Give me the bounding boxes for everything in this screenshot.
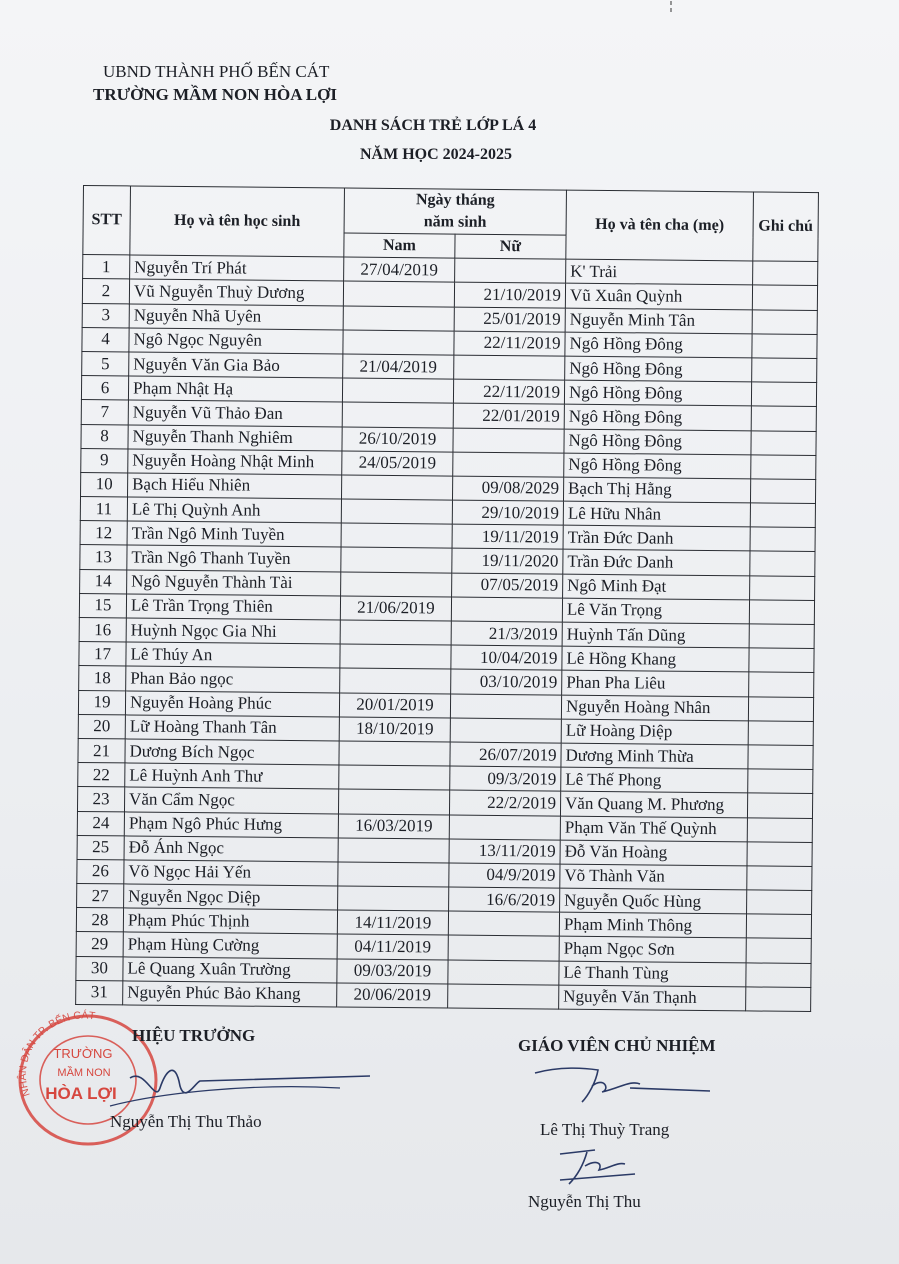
- cell-stt: 2: [82, 279, 129, 304]
- cell-student-name: Lê Quang Xuân Trường: [123, 957, 337, 983]
- cell-stt: 31: [76, 980, 123, 1005]
- cell-stt: 12: [80, 521, 127, 546]
- cell-note: [749, 672, 814, 697]
- cell-student-name: Trần Ngô Thanh Tuyền: [127, 545, 341, 571]
- cell-note: [748, 769, 813, 794]
- cell-parent-name: Phạm Ngọc Sơn: [559, 937, 746, 963]
- cell-dob-female: [453, 428, 564, 453]
- teacher2-signature: [555, 1140, 645, 1190]
- cell-dob-female: 09/08/2029: [452, 476, 563, 501]
- cell-stt: 22: [78, 763, 125, 788]
- cell-student-name: Phạm Phúc Thịnh: [123, 908, 337, 934]
- cell-dob-female: [448, 935, 559, 960]
- cell-dob-male: [338, 886, 449, 911]
- cell-note: [749, 624, 814, 649]
- cell-note: [747, 842, 812, 867]
- cell-dob-male: [338, 789, 449, 814]
- cell-dob-male: 21/06/2019: [340, 596, 451, 621]
- cell-student-name: Nguyễn Nhã Uyên: [129, 304, 343, 330]
- cell-parent-name: K' Trải: [566, 259, 753, 285]
- cell-student-name: Lê Trần Trọng Thiên: [126, 594, 340, 620]
- cell-student-name: Lê Thị Quỳnh Anh: [127, 497, 341, 523]
- cell-dob-male: 09/03/2019: [337, 959, 448, 984]
- cell-stt: 3: [82, 303, 129, 328]
- cell-dob-female: 13/11/2019: [449, 839, 560, 864]
- cell-dob-male: [342, 378, 453, 403]
- cell-stt: 30: [76, 956, 123, 981]
- table-body: [76, 255, 818, 1012]
- cell-note: [752, 358, 817, 383]
- header-stt: STT: [83, 186, 131, 256]
- cell-stt: 9: [81, 448, 128, 473]
- cell-student-name: Nguyễn Ngọc Diệp: [124, 884, 338, 910]
- cell-parent-name: Võ Thành Văn: [560, 864, 747, 890]
- cell-parent-name: Phạm Văn Thế Quỳnh: [560, 816, 747, 842]
- cell-dob-male: [338, 862, 449, 887]
- cell-parent-name: Trần Đức Danh: [563, 525, 750, 551]
- cell-note: [751, 382, 816, 407]
- cell-note: [752, 309, 817, 334]
- cell-dob-male: [338, 838, 449, 863]
- cell-stt: 24: [77, 811, 124, 836]
- cell-parent-name: Lê Thanh Tùng: [559, 961, 746, 987]
- header-female: Nữ: [455, 234, 566, 259]
- header-dob-line2: năm sinh: [423, 213, 487, 231]
- cell-note: [749, 600, 814, 625]
- cell-dob-male: [341, 475, 452, 500]
- cell-dob-male: 04/11/2019: [337, 934, 448, 959]
- cell-dob-male: [340, 644, 451, 669]
- cell-dob-male: 16/03/2019: [338, 813, 449, 838]
- teacher1-name: Lê Thị Thuỳ Trang: [540, 1120, 670, 1139]
- cell-dob-male: [343, 281, 454, 306]
- cell-parent-name: Phan Pha Liêu: [562, 670, 749, 696]
- cell-student-name: Nguyễn Trí Phát: [130, 255, 344, 281]
- cell-parent-name: Lê Hữu Nhân: [563, 501, 750, 527]
- cell-dob-male: [341, 523, 452, 548]
- table-header-row: [83, 186, 818, 238]
- cell-dob-female: 26/07/2019: [450, 742, 561, 767]
- cell-student-name: Phạm Hùng Cường: [123, 932, 337, 958]
- cell-stt: 28: [76, 908, 123, 933]
- cell-dob-female: [453, 452, 564, 477]
- cell-dob-female: [448, 911, 559, 936]
- stamp-line1: TRƯỜNG: [53, 1046, 113, 1061]
- corner-mark: [668, 0, 674, 14]
- teacher2-name: Nguyễn Thị Thu: [528, 1192, 641, 1211]
- cell-student-name: Văn Cẩm Ngọc: [124, 787, 338, 813]
- cell-note: [747, 817, 812, 842]
- cell-dob-female: [450, 694, 561, 719]
- cell-stt: 13: [80, 545, 127, 570]
- cell-note: [752, 285, 817, 310]
- cell-parent-name: Nguyễn Hoàng Nhân: [561, 695, 748, 721]
- cell-dob-male: 14/11/2019: [337, 910, 448, 935]
- teacher1-signature: [530, 1058, 720, 1108]
- cell-dob-male: [342, 402, 453, 427]
- cell-dob-male: 18/10/2019: [339, 717, 450, 742]
- cell-dob-male: 20/01/2019: [339, 693, 450, 718]
- cell-dob-male: [339, 765, 450, 790]
- cell-dob-male: 24/05/2019: [342, 451, 453, 476]
- school-year: NĂM HỌC 2024-2025: [360, 146, 512, 163]
- cell-dob-female: 07/05/2019: [452, 573, 563, 598]
- document-title: DANH SÁCH TRẺ LỚP LÁ 4: [329, 117, 537, 134]
- cell-dob-male: 27/04/2019: [344, 257, 455, 282]
- cell-dob-female: [455, 258, 566, 283]
- cell-parent-name: Vũ Xuân Quỳnh: [565, 284, 752, 310]
- stamp-line3: HÒA LỢI: [45, 1084, 117, 1103]
- cell-dob-female: [450, 718, 561, 743]
- teacher-title: GIÁO VIÊN CHỦ NHIỆM: [518, 1036, 716, 1055]
- stamp-ring-text: NHÂN DÂN TP. BẾN CÁT: [16, 1009, 96, 1098]
- cell-dob-male: [341, 499, 452, 524]
- cell-stt: 19: [78, 690, 125, 715]
- cell-dob-male: 20/06/2019: [337, 983, 448, 1008]
- cell-parent-name: Dương Minh Thừa: [561, 743, 748, 769]
- cell-note: [752, 334, 817, 359]
- cell-dob-female: 25/01/2019: [454, 307, 565, 332]
- authority-name: UBND THÀNH PHỐ BẾN CÁT: [103, 62, 330, 81]
- cell-parent-name: Lữ Hoàng Diệp: [561, 719, 748, 745]
- cell-stt: 16: [79, 617, 126, 642]
- cell-dob-male: [341, 547, 452, 572]
- cell-parent-name: Ngô Hồng Đông: [564, 380, 751, 406]
- cell-note: [749, 648, 814, 673]
- cell-dob-female: 22/11/2019: [454, 331, 565, 356]
- cell-parent-name: Ngô Hồng Đông: [565, 332, 752, 358]
- cell-parent-name: Phạm Minh Thông: [559, 912, 746, 938]
- cell-dob-male: [339, 741, 450, 766]
- cell-parent-name: Huỳnh Tấn Dũng: [562, 622, 749, 648]
- cell-parent-name: Ngô Minh Đạt: [563, 574, 750, 600]
- cell-note: [753, 261, 818, 286]
- cell-dob-female: [449, 815, 560, 840]
- cell-note: [747, 793, 812, 818]
- cell-student-name: Ngô Ngọc Nguyên: [129, 328, 343, 354]
- cell-stt: 23: [77, 787, 124, 812]
- cell-dob-female: [448, 960, 559, 985]
- cell-dob-male: [341, 572, 452, 597]
- cell-dob-male: 26/10/2019: [342, 426, 453, 451]
- header-dob-line1: Ngày tháng: [415, 191, 495, 209]
- cell-note: [751, 455, 816, 480]
- cell-dob-female: 21/3/2019: [451, 621, 562, 646]
- cell-parent-name: Ngô Hồng Đông: [565, 356, 752, 382]
- stamp-line2: MẦM NON: [57, 1067, 111, 1079]
- cell-parent-name: Ngô Hồng Đông: [564, 404, 751, 430]
- cell-student-name: Trần Ngô Minh Tuyền: [127, 521, 341, 547]
- cell-stt: 6: [81, 376, 128, 401]
- cell-parent-name: Nguyễn Minh Tân: [565, 308, 752, 334]
- cell-dob-female: 22/01/2019: [453, 403, 564, 428]
- cell-note: [747, 890, 812, 915]
- cell-dob-male: [340, 668, 451, 693]
- header-date-of-birth: [344, 188, 566, 235]
- cell-note: [746, 914, 811, 939]
- cell-note: [748, 721, 813, 746]
- cell-student-name: Phan Bảo ngọc: [126, 666, 340, 692]
- cell-dob-male: 21/04/2019: [343, 354, 454, 379]
- cell-stt: 5: [82, 351, 129, 376]
- header-parent-name: Họ và tên cha (mẹ): [566, 190, 754, 261]
- header-male: Nam: [344, 233, 455, 258]
- cell-student-name: Nguyễn Phúc Bảo Khang: [123, 981, 337, 1007]
- cell-dob-female: 19/11/2020: [452, 548, 563, 573]
- cell-note: [750, 527, 815, 552]
- cell-stt: 10: [81, 472, 128, 497]
- cell-dob-female: [451, 597, 562, 622]
- principal-name: Nguyễn Thị Thu Thảo: [110, 1112, 262, 1131]
- cell-dob-female: 03/10/2019: [451, 669, 562, 694]
- cell-parent-name: Văn Quang M. Phương: [560, 791, 747, 817]
- cell-stt: 25: [77, 835, 124, 860]
- cell-student-name: Phạm Ngô Phúc Hưng: [124, 811, 338, 837]
- cell-stt: 20: [78, 714, 125, 739]
- cell-note: [746, 963, 811, 988]
- cell-dob-female: 09/3/2019: [450, 766, 561, 791]
- cell-note: [746, 938, 811, 963]
- cell-dob-male: [343, 306, 454, 331]
- cell-student-name: Nguyễn Văn Gia Bảo: [129, 352, 343, 378]
- principal-signature: [100, 1048, 380, 1118]
- cell-dob-male: [343, 330, 454, 355]
- cell-stt: 15: [79, 593, 126, 618]
- cell-student-name: Nguyễn Vũ Thảo Đan: [128, 400, 342, 426]
- cell-dob-female: 10/04/2019: [451, 645, 562, 670]
- cell-parent-name: Lê Thế Phong: [561, 767, 748, 793]
- cell-dob-female: [454, 355, 565, 380]
- cell-stt: 18: [79, 666, 126, 691]
- cell-parent-name: Lê Hồng Khang: [562, 646, 749, 672]
- cell-parent-name: Ngô Hồng Đông: [564, 453, 751, 479]
- cell-note: [751, 406, 816, 431]
- cell-dob-female: 29/10/2019: [452, 500, 563, 525]
- cell-student-name: Ngô Nguyễn Thành Tài: [127, 570, 341, 596]
- header-note: Ghi chú: [753, 192, 819, 262]
- cell-stt: 4: [82, 327, 129, 352]
- cell-note: [750, 479, 815, 504]
- cell-student-name: Vũ Nguyễn Thuỳ Dương: [129, 279, 343, 305]
- cell-dob-female: 19/11/2019: [452, 524, 563, 549]
- cell-student-name: Huỳnh Ngọc Gia Nhi: [126, 618, 340, 644]
- cell-stt: 1: [83, 255, 130, 280]
- cell-dob-female: 04/9/2019: [449, 863, 560, 888]
- cell-dob-male: [340, 620, 451, 645]
- cell-stt: 26: [77, 859, 124, 884]
- cell-note: [750, 576, 815, 601]
- cell-parent-name: Nguyễn Văn Thạnh: [559, 985, 746, 1011]
- cell-note: [751, 430, 816, 455]
- cell-parent-name: Lê Văn Trọng: [562, 598, 749, 624]
- header-student-name: Họ và tên học sinh: [130, 186, 345, 257]
- cell-dob-female: 22/11/2019: [453, 379, 564, 404]
- cell-parent-name: Bạch Thị Hằng: [563, 477, 750, 503]
- cell-stt: 8: [81, 424, 128, 449]
- cell-stt: 27: [77, 884, 124, 909]
- cell-student-name: Bạch Hiểu Nhiên: [128, 473, 342, 499]
- cell-stt: 29: [76, 932, 123, 957]
- cell-student-name: Lê Huỳnh Anh Thư: [125, 763, 339, 789]
- cell-dob-female: 21/10/2019: [454, 282, 565, 307]
- cell-student-name: Lữ Hoàng Thanh Tân: [125, 715, 339, 741]
- cell-student-name: Dương Bích Ngọc: [125, 739, 339, 765]
- cell-stt: 17: [79, 642, 126, 667]
- cell-student-name: Nguyễn Thanh Nghiêm: [128, 424, 342, 450]
- cell-parent-name: Nguyễn Quốc Hùng: [560, 888, 747, 914]
- cell-stt: 14: [80, 569, 127, 594]
- cell-parent-name: Trần Đức Danh: [563, 550, 750, 576]
- cell-note: [750, 551, 815, 576]
- cell-student-name: Phạm Nhật Hạ: [128, 376, 342, 402]
- cell-student-name: Đỗ Ánh Ngọc: [124, 836, 338, 862]
- cell-student-name: Nguyễn Hoàng Phúc: [125, 690, 339, 716]
- cell-dob-female: 16/6/2019: [449, 887, 560, 912]
- cell-stt: 11: [80, 497, 127, 522]
- cell-stt: 7: [81, 400, 128, 425]
- cell-note: [750, 503, 815, 528]
- cell-student-name: Võ Ngọc Hải Yến: [124, 860, 338, 886]
- cell-note: [748, 745, 813, 770]
- cell-stt: 21: [78, 738, 125, 763]
- principal-title: HIỆU TRƯỞNG: [132, 1026, 256, 1045]
- cell-note: [746, 987, 811, 1012]
- cell-dob-female: 22/2/2019: [449, 790, 560, 815]
- cell-student-name: Lê Thúy An: [126, 642, 340, 668]
- cell-dob-female: [448, 984, 559, 1009]
- student-table: [75, 185, 819, 1012]
- cell-note: [747, 866, 812, 891]
- cell-note: [748, 696, 813, 721]
- cell-student-name: Nguyễn Hoàng Nhật Minh: [128, 449, 342, 475]
- cell-parent-name: Ngô Hồng Đông: [564, 429, 751, 455]
- cell-parent-name: Đỗ Văn Hoàng: [560, 840, 747, 866]
- school-name: TRƯỜNG MẦM NON HÒA LỢI: [93, 85, 337, 104]
